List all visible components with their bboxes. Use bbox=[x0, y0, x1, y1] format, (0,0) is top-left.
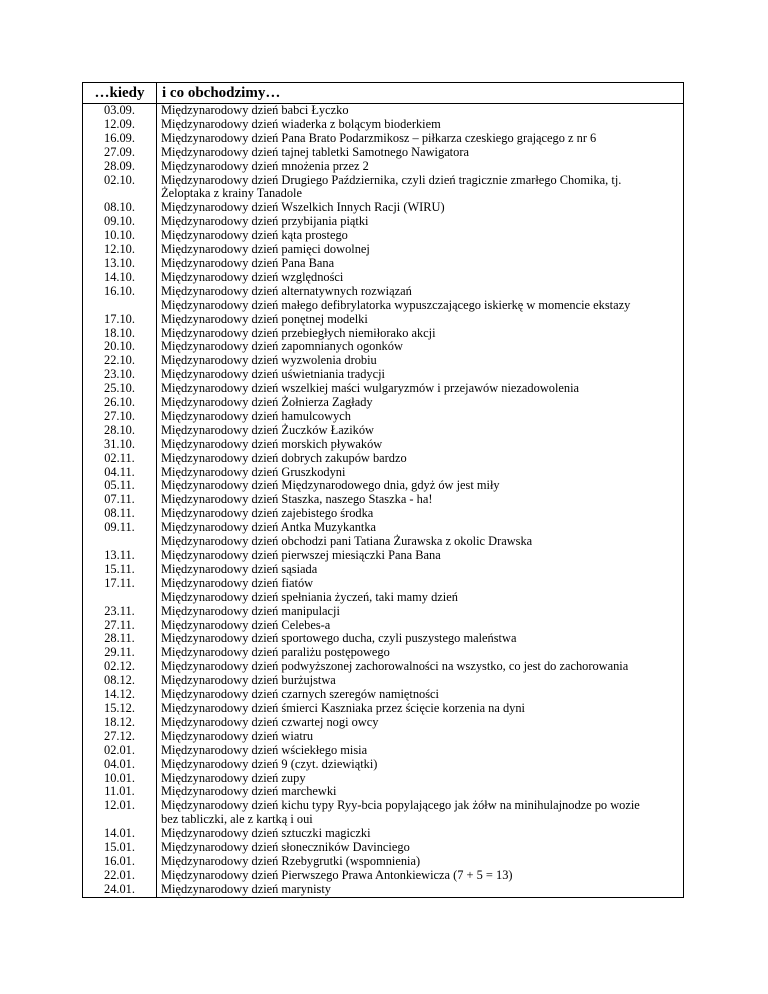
holiday-entry: Międzynarodowy dzień Rzebygrutki (wspomnienia) bbox=[161, 853, 421, 868]
holiday-entry: Międzynarodowy dzień wściekłego misia bbox=[161, 742, 368, 757]
date-entry bbox=[83, 299, 156, 313]
holiday-entry: Międzynarodowy dzień Pana Brato Podarzmikosz – piłkarza czeskiego grającego z nr 6 bbox=[161, 130, 597, 145]
holiday-entry: Żeloptaka z krainy Tanadole bbox=[161, 186, 302, 201]
date-entry bbox=[83, 187, 156, 201]
holiday-entry: Międzynarodowy dzień Drugiego Października, czyli dzień tragicznie zmarłego Chomika, tj. bbox=[161, 172, 622, 187]
holiday-entry: Międzynarodowy dzień alternatywnych rozwiązań bbox=[161, 283, 412, 298]
holiday-entry: Międzynarodowy dzień obchodzi pani Tatiana Żurawska z okolic Drawska bbox=[161, 534, 533, 549]
date-entry: 15.01. bbox=[104, 840, 135, 855]
holiday-entry: Międzynarodowy dzień Gruszkodyni bbox=[161, 464, 346, 479]
date-entry bbox=[83, 813, 156, 827]
date-entry: 09.11. bbox=[104, 520, 135, 535]
date-entry: 14.01. bbox=[104, 826, 135, 841]
date-entry: 22.01. bbox=[104, 867, 135, 882]
date-entry: 02.01. bbox=[104, 742, 135, 757]
date-entry: 22.10. bbox=[104, 353, 135, 368]
date-entry: 02.11. bbox=[104, 450, 135, 465]
holiday-entry: Międzynarodowy dzień wyzwolenia drobiu bbox=[161, 353, 377, 368]
date-entry: 15.11. bbox=[104, 561, 135, 576]
holiday-entry: Międzynarodowy dzień wiaderka z bolącym bioderkiem bbox=[161, 116, 441, 131]
date-entry: 16.01. bbox=[104, 853, 135, 868]
date-entry: 24.01. bbox=[104, 881, 135, 896]
holiday-entry: Międzynarodowy dzień dobrych zakupów bardzo bbox=[161, 450, 407, 465]
date-entry: 12.01. bbox=[104, 798, 135, 813]
holiday-entry: Międzynarodowy dzień 9 (czyt. dziewiątki) bbox=[161, 756, 378, 771]
date-entry: 04.01. bbox=[104, 756, 135, 771]
date-entry: 11.01. bbox=[104, 784, 135, 799]
date-entry: 23.10. bbox=[104, 367, 135, 382]
date-entry bbox=[83, 535, 156, 549]
holiday-entry: Międzynarodowy dzień Żołnierza Zagłady bbox=[161, 395, 373, 410]
date-entry: 27.10. bbox=[104, 408, 135, 423]
date-entry: 07.11. bbox=[104, 492, 135, 507]
holiday-entry: Międzynarodowy dzień słoneczników Davinciego bbox=[161, 840, 410, 855]
holiday-entry: Międzynarodowy dzień marchewki bbox=[161, 784, 337, 799]
date-entry: 15.12. bbox=[104, 700, 135, 715]
date-entry: 27.09. bbox=[104, 144, 135, 159]
holiday-entry: Międzynarodowy dzień tajnej tabletki Samotnego Nawigatora bbox=[161, 144, 469, 159]
date-entry: 23.11. bbox=[104, 603, 135, 618]
date-entry bbox=[83, 591, 156, 605]
holiday-entry: Międzynarodowy dzień spełniania życzeń, taki mamy dzień bbox=[161, 589, 458, 604]
holiday-table bbox=[82, 82, 684, 898]
holiday-entry: Międzynarodowy dzień uświetniania tradycji bbox=[161, 367, 385, 382]
date-entry: 28.09. bbox=[104, 158, 135, 173]
date-entry: 10.10. bbox=[104, 228, 135, 243]
date-entry: 27.11. bbox=[104, 617, 135, 632]
holiday-entry: Międzynarodowy dzień zajebistego środka bbox=[161, 506, 374, 521]
date-entry: 02.10. bbox=[104, 172, 135, 187]
holiday-entry: Międzynarodowy dzień manipulacji bbox=[161, 603, 340, 618]
holiday-entry: Międzynarodowy dzień śmierci Kaszniaka przez ścięcie korzenia na dyni bbox=[161, 700, 525, 715]
dates-cell bbox=[83, 104, 157, 898]
holiday-entry: Międzynarodowy dzień Pana Bana bbox=[161, 255, 335, 270]
date-entry: 05.11. bbox=[104, 478, 135, 493]
date-entry: 18.12. bbox=[104, 714, 135, 729]
table-row bbox=[83, 104, 684, 898]
date-entry: 09.10. bbox=[104, 214, 135, 229]
holiday-entry: Międzynarodowy dzień sportowego ducha, czyli puszystego maleństwa bbox=[161, 631, 517, 646]
date-entry: 26.10. bbox=[104, 395, 135, 410]
holiday-entry: Międzynarodowy dzień pierwszej miesiączki Pana Bana bbox=[161, 548, 441, 562]
holiday-entry: Międzynarodowy dzień marynisty bbox=[161, 881, 331, 896]
date-entry: 31.10. bbox=[104, 436, 135, 451]
holiday-entry: Międzynarodowy dzień hamulcowych bbox=[161, 408, 351, 423]
date-entry: 08.10. bbox=[104, 200, 135, 215]
holiday-entry: Międzynarodowy dzień małego defibrylatorka wypuszczającego iskierkę w momencie ekstazy bbox=[161, 297, 631, 312]
holiday-entry: Międzynarodowy dzień względności bbox=[161, 269, 344, 284]
date-entry: 25.10. bbox=[104, 381, 135, 396]
date-entry: 13.10. bbox=[104, 255, 135, 270]
holiday-entry: Międzynarodowy dzień przebiegłych niemiłorako akcji bbox=[161, 325, 436, 340]
holiday-entry: Międzynarodowy dzień fiatów bbox=[161, 575, 314, 590]
date-entry: 12.10. bbox=[104, 242, 135, 257]
holiday-entry: Międzynarodowy dzień Międzynarodowego dnia, gdyż ów jest miły bbox=[161, 478, 500, 493]
holiday-entry: Międzynarodowy dzień zupy bbox=[161, 770, 306, 785]
date-entry: 08.12. bbox=[104, 673, 135, 688]
holiday-entry: Międzynarodowy dzień czarnych szeregów namiętności bbox=[161, 687, 439, 702]
holiday-entry: Międzynarodowy dzień zapomnianych ogonków bbox=[161, 339, 403, 354]
holiday-entry: Międzynarodowy dzień morskich pływaków bbox=[161, 436, 383, 451]
holiday-entry: Międzynarodowy dzień Antka Muzykantka bbox=[161, 520, 377, 535]
date-entry: 12.09. bbox=[104, 116, 135, 131]
holiday-entry: Międzynarodowy dzień sztuczki magiczki bbox=[161, 826, 371, 841]
date-entry: 28.10. bbox=[104, 422, 135, 437]
date-entry: 18.10. bbox=[104, 325, 135, 340]
date-entry: 08.11. bbox=[104, 506, 135, 521]
date-entry: 20.10. bbox=[104, 339, 135, 354]
holiday-entry: Międzynarodowy dzień kąta prostego bbox=[161, 228, 348, 243]
holiday-entry: Międzynarodowy dzień Pierwszego Prawa Antonkiewicza (7 + 5 = 13) bbox=[161, 867, 513, 882]
date-entry: 14.12. bbox=[104, 687, 135, 702]
date-entry: 27.12. bbox=[104, 728, 135, 743]
holiday-entry: Międzynarodowy dzień podwyższonej zachorowalności na wszystko, co jest do zachorowania bbox=[161, 659, 629, 674]
holiday-entry: Międzynarodowy dzień ponętnej modelki bbox=[161, 311, 368, 326]
holiday-entry: Międzynarodowy dzień pamięci dowolnej bbox=[161, 242, 370, 257]
date-entry: 14.10. bbox=[104, 269, 135, 284]
holiday-entry: Międzynarodowy dzień Wszelkich Innych Racji (WIRU) bbox=[161, 200, 445, 215]
holiday-entry: Międzynarodowy dzień Staszka, naszego Staszka - ha! bbox=[161, 492, 433, 507]
holiday-entry: Międzynarodowy dzień Celebes-a bbox=[161, 617, 331, 632]
holiday-entry: Międzynarodowy dzień wszelkiej maści wulgaryzmów i przejawów niezadowolenia bbox=[161, 381, 580, 396]
date-column-header: …kiedy bbox=[83, 83, 157, 104]
holiday-entry: Międzynarodowy dzień wiatru bbox=[161, 728, 314, 743]
descriptions-cell bbox=[157, 104, 684, 898]
date-entry: 28.11. bbox=[104, 631, 135, 646]
date-entry: 03.09. bbox=[104, 103, 135, 117]
holiday-entry: Międzynarodowy dzień czwartej nogi owcy bbox=[161, 714, 379, 729]
holiday-entry: Międzynarodowy dzień burżujstwa bbox=[161, 673, 336, 688]
table-header-row bbox=[83, 83, 684, 104]
holiday-entry: bez tabliczki, ale z kartką i oui bbox=[161, 812, 313, 827]
date-entry: 13.11. bbox=[104, 548, 135, 562]
date-entry: 29.11. bbox=[104, 645, 135, 660]
holiday-entry: Międzynarodowy dzień mnożenia przez 2 bbox=[161, 158, 369, 173]
holiday-entry: Międzynarodowy dzień babci Łyczko bbox=[161, 103, 349, 117]
date-entry: 16.09. bbox=[104, 130, 135, 145]
date-entry: 17.10. bbox=[104, 311, 135, 326]
date-entry: 02.12. bbox=[104, 659, 135, 674]
date-entry: 04.11. bbox=[104, 464, 135, 479]
date-entry: 17.11. bbox=[104, 575, 135, 590]
holiday-entry: Międzynarodowy dzień przybijania piątki bbox=[161, 214, 369, 229]
date-entry: 16.10. bbox=[104, 283, 135, 298]
date-entry: 10.01. bbox=[104, 770, 135, 785]
holiday-entry: Międzynarodowy dzień Żuczków Łazików bbox=[161, 422, 374, 437]
description-column-header: i co obchodzimy… bbox=[157, 83, 684, 104]
holiday-entry: Międzynarodowy dzień sąsiada bbox=[161, 561, 318, 576]
holiday-entry: Międzynarodowy dzień paraliżu postępowego bbox=[161, 645, 390, 660]
holiday-entry: Międzynarodowy dzień kichu typy Ryy-bcia popylającego jak żółw na minihulajnodze po wozie bbox=[161, 798, 640, 813]
